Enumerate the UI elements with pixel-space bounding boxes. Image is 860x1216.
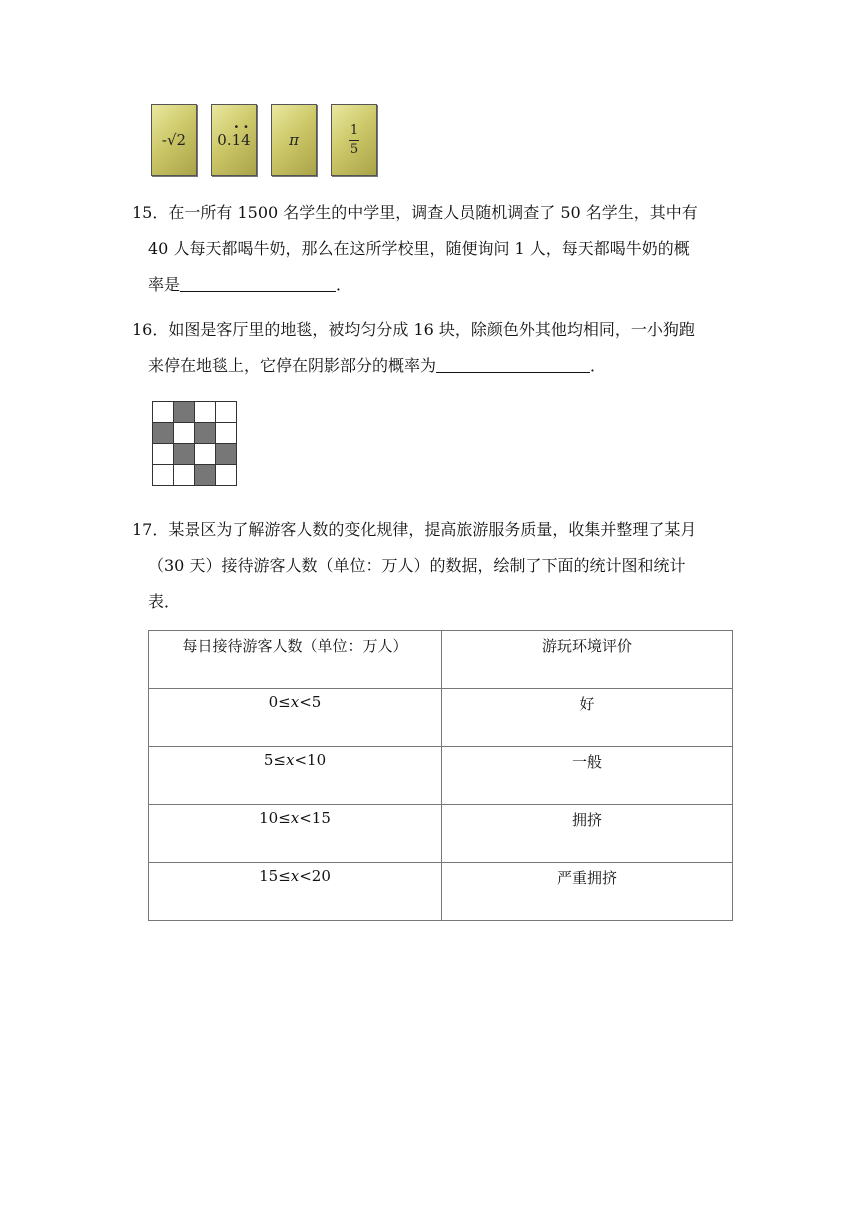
q16-text1: 如图是客厅里的地毯，被均匀分成 16 块，除颜色外其他均相同，一小狗跑	[168, 320, 695, 339]
card-fraction	[349, 123, 359, 158]
q15-text3: 率是	[148, 275, 181, 294]
carpet-cell	[216, 423, 237, 444]
table-header-count: 每日接待游客人数（单位：万人）	[149, 631, 442, 689]
card-label: -√2	[161, 131, 187, 149]
carpet-cell	[153, 465, 174, 486]
question-17	[132, 512, 732, 620]
carpet-cell-shaded	[195, 423, 216, 444]
q17-line1	[132, 512, 732, 548]
eval-cell: 一般	[442, 747, 733, 805]
carpet-cell-shaded	[216, 444, 237, 465]
carpet-cell-shaded	[195, 465, 216, 486]
card-one-fifth	[331, 104, 377, 176]
q17-text1: 某景区为了解游客人数的变化规律，提高旅游服务质量，收集并整理了某月	[168, 520, 697, 539]
carpet-cell-shaded	[174, 444, 195, 465]
visitor-table	[148, 630, 733, 921]
q15-line2: 40 人每天都喝牛奶，那么在这所学校里，随便询问 1 人，每天都喝牛奶的概	[148, 239, 690, 258]
table-row	[149, 689, 733, 747]
carpet-cell	[153, 444, 174, 465]
table-header-eval: 游玩环境评价	[442, 631, 733, 689]
q15-line1	[132, 195, 732, 231]
eval-cell: 严重拥挤	[442, 863, 733, 921]
range-cell: 15≤x<20	[149, 863, 442, 921]
q15-line3	[132, 267, 732, 303]
q15-number: 15．	[132, 203, 169, 222]
carpet-cell	[195, 402, 216, 423]
carpet-cell	[216, 465, 237, 486]
q15-text1: 在一所有 1500 名学生的中学里，调查人员随机调查了 50 名学生，其中有	[168, 203, 698, 222]
card-repeating-decimal	[211, 104, 257, 176]
q17-line2: （30 天）接待游客人数（单位：万人）的数据，绘制了下面的统计图和统计	[148, 556, 686, 575]
question-16	[132, 312, 732, 384]
table-header-row	[149, 631, 733, 689]
card-neg-sqrt2	[151, 104, 197, 176]
range-cell: 10≤x<15	[149, 805, 442, 863]
q17-line3: 表．	[148, 592, 181, 611]
q16-number: 16．	[132, 320, 169, 339]
q16-end: ．	[590, 356, 607, 375]
q16-line2	[132, 348, 732, 384]
carpet-cell	[174, 423, 195, 444]
card-label: π	[289, 131, 299, 149]
fraction-bar	[349, 140, 359, 141]
q15-end: ．	[336, 275, 353, 294]
carpet-cell	[174, 465, 195, 486]
table-row	[149, 863, 733, 921]
q16-line1	[132, 312, 732, 348]
carpet-grid	[152, 401, 237, 486]
carpet-cell-shaded	[153, 423, 174, 444]
carpet-cell-shaded	[174, 402, 195, 423]
fraction-numerator: 1	[349, 122, 359, 138]
range-cell: 0≤x<5	[149, 689, 442, 747]
table-row	[149, 747, 733, 805]
card-pi	[271, 104, 317, 176]
eval-cell: 拥挤	[442, 805, 733, 863]
answer-blank-16[interactable]	[436, 352, 590, 373]
q16-text2: 来停在地毯上，它停在阴影部分的概率为	[148, 356, 437, 375]
q17-number: 17．	[132, 520, 169, 539]
answer-blank-15[interactable]	[180, 271, 336, 292]
eval-cell: 好	[442, 689, 733, 747]
table-row	[149, 805, 733, 863]
question-15	[132, 195, 732, 303]
range-cell: 5≤x<10	[149, 747, 442, 805]
fraction-denominator: 5	[349, 141, 359, 157]
card-label: 0.· 1· 4	[217, 131, 250, 149]
carpet-cell	[153, 402, 174, 423]
carpet-cell	[216, 402, 237, 423]
carpet-cell	[195, 444, 216, 465]
